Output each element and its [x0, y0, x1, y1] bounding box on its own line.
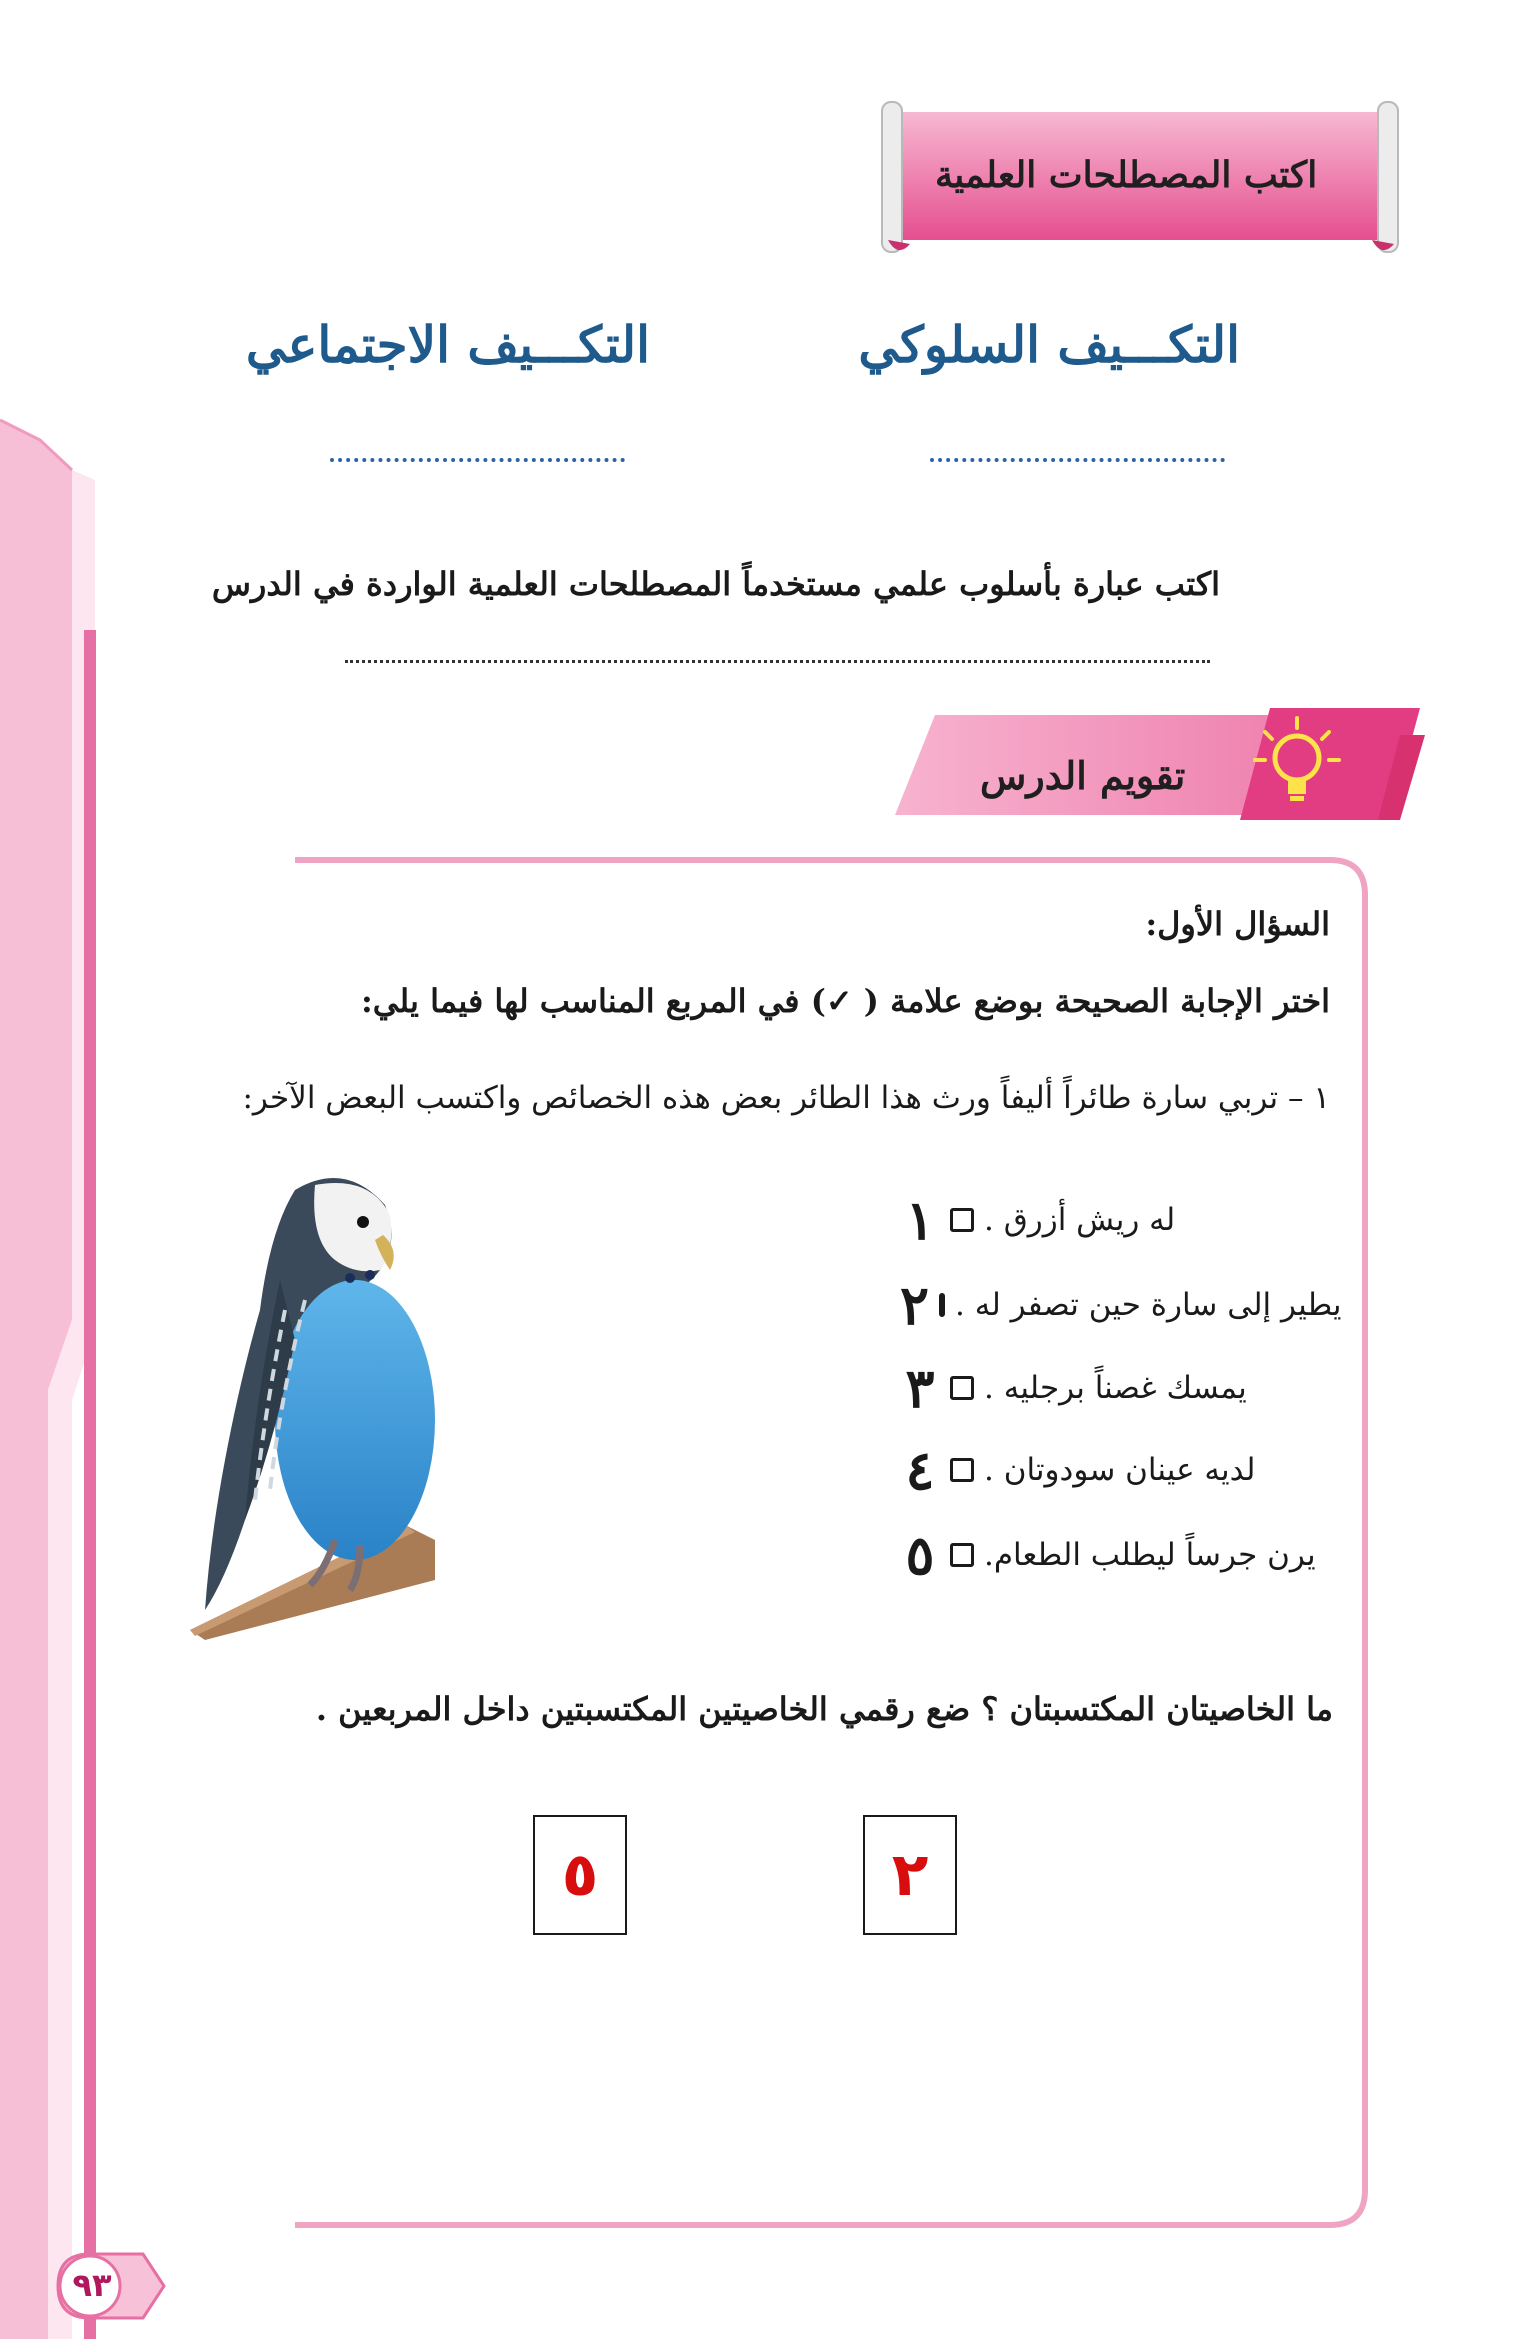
question-heading: السؤال الأول: [1145, 905, 1330, 943]
option-number: ١ [905, 1188, 935, 1252]
question-stem: ١ – تربي سارة طائراً أليفاً ورث هذا الطائر بعض هذه الخصائص واكتسب البعض الآخر: [242, 1080, 1330, 1116]
option-checkbox[interactable] [950, 1458, 974, 1482]
option-number: ٣ [905, 1356, 935, 1420]
budgerigar-illustration [185, 1160, 445, 1640]
option-number: ٥ [905, 1523, 935, 1587]
term-answer-blank-2[interactable] [330, 458, 625, 462]
instruction-text: اكتب عبارة بأسلوب علمي مستخدماً المصطلحات العلمية الواردة في الدرس [211, 565, 1220, 603]
review-title: تقويم الدرس [980, 752, 1186, 798]
page-number: ٩٣ [72, 2266, 112, 2304]
answer-box-1[interactable]: ٢ [863, 1815, 957, 1935]
option-checkbox[interactable] [950, 1208, 974, 1232]
option-1[interactable] [900, 1190, 1340, 1250]
option-label: يمسك غصناً برجليه . [984, 1370, 1247, 1406]
option-4[interactable] [900, 1440, 1340, 1500]
option-number: ٢ [900, 1273, 930, 1337]
question-prompt: اختر الإجابة الصحيحة بوضع علامة ( ✓) في المربع المناسب لها فيما يلي: [360, 982, 1330, 1020]
section-title: اكتب المصطلحات العلمية [935, 154, 1318, 196]
option-label: يطير إلى سارة حين تصفر له . [955, 1287, 1342, 1323]
option-checkbox[interactable] [950, 1376, 974, 1400]
lightbulb-icon [1235, 700, 1385, 830]
followup-question: ما الخاصيتان المكتسبتان ؟ ضع رقمي الخاصيتين المكتسبتين داخل المربعين . [315, 1690, 1333, 1728]
option-number: ٤ [905, 1438, 935, 1502]
option-5[interactable] [900, 1525, 1340, 1585]
term-answer-blank-1[interactable] [930, 458, 1225, 462]
option-label: يرن جرساً ليطلب الطعام. [984, 1537, 1316, 1573]
answer-box-2[interactable]: ٥ [533, 1815, 627, 1935]
term-social-adaptation: التكـــيف الاجتماعي [245, 315, 650, 374]
option-checkbox[interactable] [950, 1543, 974, 1567]
option-label: له ريش أزرق . [984, 1202, 1176, 1238]
option-label: لديه عينان سودوتان . [984, 1452, 1256, 1488]
instruction-answer-blank[interactable] [345, 660, 1210, 663]
term-behavioral-adaptation: التكـــيف السلوكي [858, 315, 1240, 374]
option-2[interactable] [900, 1275, 1340, 1335]
option-checkbox[interactable] [939, 1293, 945, 1317]
option-3[interactable] [900, 1358, 1340, 1418]
